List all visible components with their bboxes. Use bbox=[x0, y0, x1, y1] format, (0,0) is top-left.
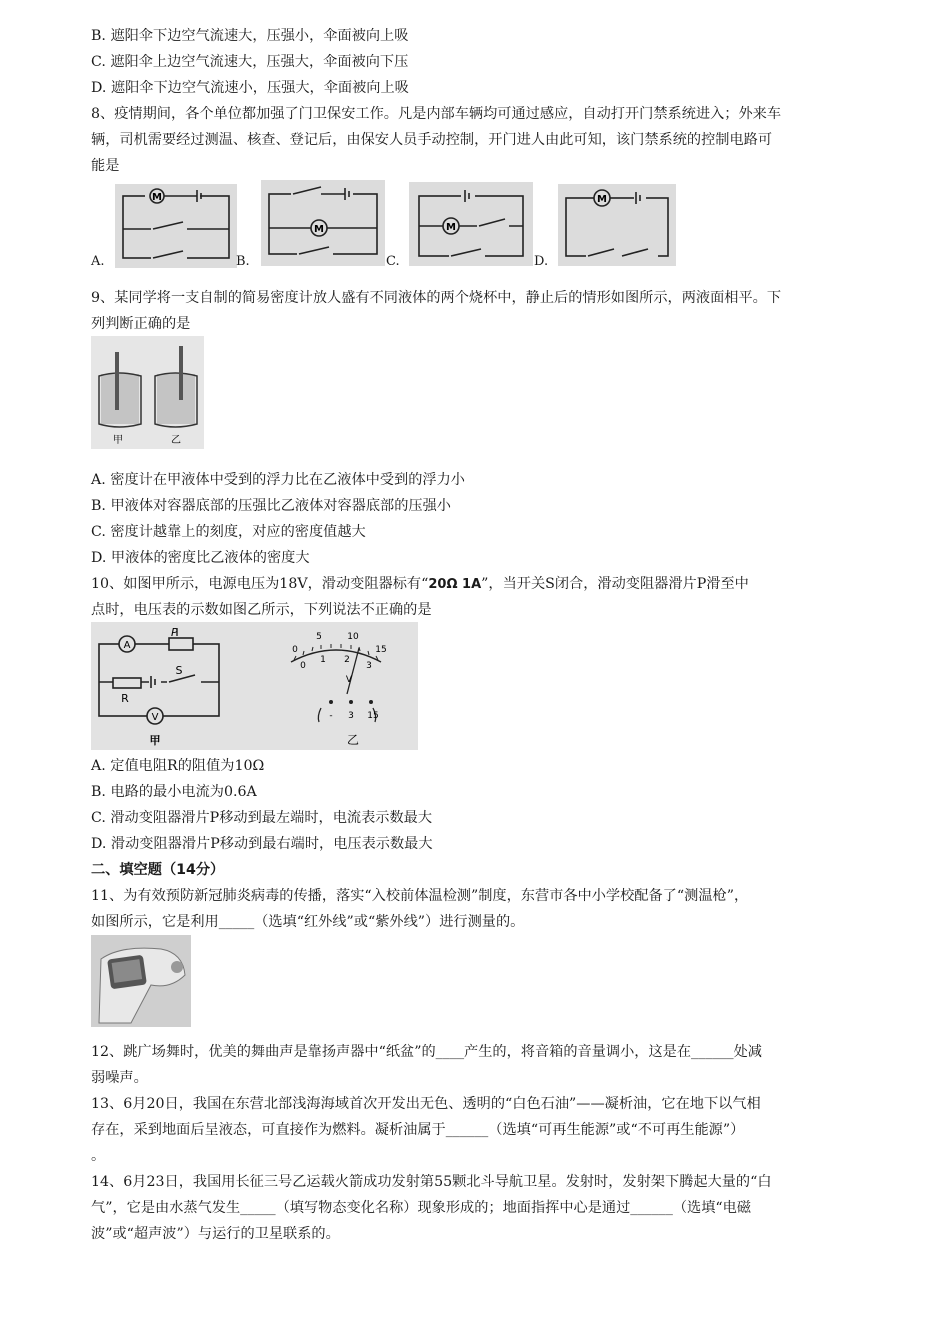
q14-text-line-3: 波”或“超声波”）与运行的卫星联系的。 bbox=[91, 1226, 340, 1242]
q13-text-line-1: 13、6月20日，我国在东营北部浅海海域首次开发出无色、透明的“白色石油”——凝析油，它在地下以气相 bbox=[91, 1096, 761, 1112]
q9-text-line-2: 列判断正确的是 bbox=[91, 316, 191, 332]
q12-text-line-1: 12、跳广场舞时，优美的舞曲声是靠扬声器中“纸盆”的____产生的，将音箱的音量调小，这是在______处减 bbox=[91, 1044, 762, 1060]
beaker-label-yi: 乙 bbox=[171, 435, 181, 446]
q9-option-c: C. 密度计越靠上的刻度，对应的密度值越大 bbox=[91, 524, 366, 540]
motor-symbol: M bbox=[597, 194, 607, 205]
q12-text-line-2: 弱噪声。 bbox=[91, 1070, 148, 1086]
q9-beakers-figure bbox=[91, 336, 204, 449]
q8-circuit-c bbox=[409, 182, 533, 266]
meter-top-0: 0 bbox=[292, 645, 298, 655]
voltmeter-symbol: V bbox=[151, 712, 159, 723]
figure-yi-caption: 乙 bbox=[346, 733, 360, 747]
q8-text-line-3: 能是 bbox=[91, 158, 120, 174]
motor-symbol: M bbox=[152, 192, 162, 203]
figure-jia-caption: 甲 bbox=[149, 734, 161, 747]
q13-text-line-3: 。 bbox=[91, 1148, 106, 1164]
q8-option-b-label: B. bbox=[236, 254, 250, 269]
q7-option-b: B. 遮阳伞下边空气流速大，压强小，伞面被向上吸 bbox=[91, 28, 409, 44]
section-2-heading: 二、填空题（14分） bbox=[91, 862, 225, 878]
q7-option-d: D. 遮阳伞下边空气流速小，压强大，伞面被向上吸 bbox=[91, 80, 409, 96]
q8-circuit-d bbox=[558, 184, 676, 266]
motor-symbol: M bbox=[314, 224, 324, 235]
thermometer-gun-photo bbox=[91, 935, 191, 1027]
q10-text-line-2: 点时，电压表的示数如图乙所示，下列说法不正确的是 bbox=[91, 602, 432, 618]
q10-option-a: A. 定值电阻R的阻值为10Ω bbox=[91, 758, 265, 774]
q10-text-post: ”，当开关S闭合，滑动变阻器滑片P滑至中 bbox=[481, 576, 749, 592]
q8-text-line-2: 辆，司机需要经过测温、核查、登记后，由保安人员手动控制，开门进人由此可知，该门禁系统的控制电路可 bbox=[91, 132, 773, 148]
q8-text-line-1: 8、疫情期间，各个单位都加强了门卫保安工作。凡是内部车辆均可通过感应，自动打开门禁系统进入；外来车 bbox=[91, 106, 782, 122]
ammeter-symbol: A bbox=[123, 640, 131, 651]
q8-option-c-label: C. bbox=[386, 254, 400, 269]
q9-option-b: B. 甲液体对容器底部的压强比乙液体对容器底部的压强小 bbox=[91, 498, 451, 514]
beaker-label-jia: 甲 bbox=[113, 435, 123, 446]
q10-text-line-1 bbox=[91, 574, 749, 595]
q9-text-line-1: 9、某同学将一支自制的简易密度计放人盛有不同液体的两个烧杯中，静止后的情形如图所示，两液面相平。下 bbox=[91, 290, 782, 306]
motor-symbol: M bbox=[446, 222, 456, 233]
meter-bottom-2: 2 bbox=[344, 655, 350, 665]
resistor-r-label: R bbox=[121, 692, 129, 705]
switch-s-label: S bbox=[175, 664, 183, 677]
q9-option-a: A. 密度计在甲液体中受到的浮力比在乙液体中受到的浮力小 bbox=[91, 472, 465, 488]
q11-text-line-1: 11、为有效预防新冠肺炎病毒的传播，落实“入校前体温检测”制度，东营市各中小学校配备了“测温枪”， bbox=[91, 888, 749, 904]
q7-option-c: C. 遮阳伞上边空气流速大，压强大，伞面被向下压 bbox=[91, 54, 409, 70]
q11-text-line-2: 如图所示，它是利用_____（选填“红外线”或“紫外线”）进行测量的。 bbox=[91, 914, 525, 930]
meter-bottom-0: 0 bbox=[300, 661, 306, 671]
terminal-negative: - bbox=[329, 711, 333, 721]
q10-option-c: C. 滑动变阻器滑片P移动到最左端时，电流表示数最大 bbox=[91, 810, 433, 826]
slider-p-label: P bbox=[171, 626, 178, 639]
q10-text-pre: 10、如图甲所示，电源电压为18V，滑动变阻器标有“ bbox=[91, 576, 429, 592]
q8-option-a-label: A. bbox=[91, 254, 105, 269]
meter-bottom-1: 1 bbox=[320, 655, 326, 665]
rheostat-rating: 20Ω 1A bbox=[428, 577, 482, 592]
meter-top-5: 5 bbox=[316, 632, 322, 642]
q8-option-d-label: D. bbox=[534, 254, 549, 269]
q8-circuit-a bbox=[115, 184, 237, 268]
meter-top-10: 10 bbox=[347, 632, 359, 642]
q14-text-line-2: 气”，它是由水蒸气发生_____（填写物态变化名称）现象形成的；地面指挥中心是通过______（选填“电磁 bbox=[91, 1200, 752, 1216]
q8-circuit-b bbox=[261, 180, 385, 266]
meter-top-15: 15 bbox=[375, 645, 387, 655]
q10-option-b: B. 电路的最小电流为0.6A bbox=[91, 784, 257, 800]
q10-option-d: D. 滑动变阻器滑片P移动到最右端时，电压表示数最大 bbox=[91, 836, 433, 852]
meter-unit: V bbox=[345, 675, 353, 685]
q9-option-d: D. 甲液体的密度比乙液体的密度大 bbox=[91, 550, 310, 566]
q10-figures bbox=[91, 622, 418, 750]
q14-text-line-1: 14、6月23日，我国用长征三号乙运载火箭成功发射第55颗北斗导航卫星。发射时，发射架下腾起大量的“白 bbox=[91, 1174, 772, 1190]
meter-bottom-3: 3 bbox=[366, 661, 372, 671]
q13-text-line-2: 存在，采到地面后呈液态，可直接作为燃料。凝析油属于______（选填“可再生能源”或“不可再生能源”） bbox=[91, 1122, 745, 1138]
terminal-15: 15 bbox=[367, 711, 379, 721]
terminal-3: 3 bbox=[348, 711, 354, 721]
